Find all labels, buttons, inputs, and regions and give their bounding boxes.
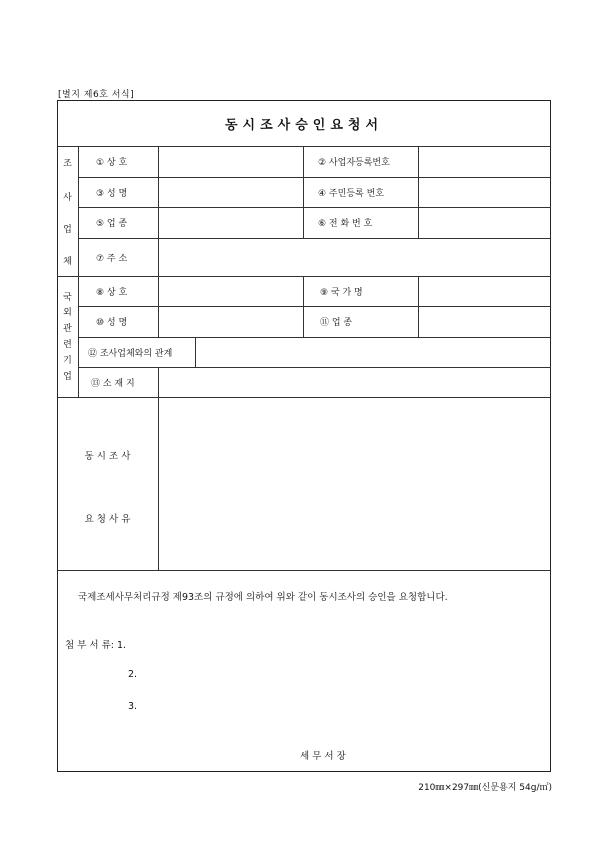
company-side-label-3: 업 bbox=[63, 225, 72, 235]
form-number: [별지 제6호 서식] bbox=[58, 90, 135, 100]
company-side-label-1: 조 bbox=[63, 159, 72, 169]
foreign-side-label-6: 업 bbox=[63, 372, 72, 382]
attachment-item-2: 2. bbox=[128, 669, 138, 680]
company-side-label-2: 사 bbox=[63, 193, 72, 203]
foreign-name-field[interactable] bbox=[159, 307, 302, 336]
attachments-label: 첨 부 서 류: 1. bbox=[65, 640, 127, 651]
relation-field[interactable] bbox=[196, 338, 550, 366]
foreign-trade-name-field[interactable] bbox=[159, 277, 302, 305]
resident-reg-no-field[interactable] bbox=[419, 178, 550, 206]
company-side-label-4: 체 bbox=[63, 257, 72, 267]
resident-reg-no-label: ④ 주민등록 번호 bbox=[318, 188, 384, 199]
foreign-side-label-5: 기 bbox=[63, 356, 72, 366]
trade-name-label: ① 상 호 bbox=[96, 158, 128, 168]
address-label: ⑦ 주 소 bbox=[96, 253, 128, 264]
foreign-business-type-label: ⑪ 업 종 bbox=[320, 318, 353, 328]
location-label: ⑬ 소 재 지 bbox=[91, 378, 135, 389]
reason-label-line1: 동 시 조 사 bbox=[84, 451, 131, 462]
address-field[interactable] bbox=[159, 239, 550, 275]
business-reg-no-label: ② 사업자등록번호 bbox=[318, 158, 390, 168]
name-field[interactable] bbox=[159, 178, 302, 206]
foreign-trade-name-label: ⑧ 상 호 bbox=[96, 287, 128, 298]
foreign-side-label-1: 국 bbox=[63, 293, 72, 303]
phone-label: ⑥ 전 화 번 호 bbox=[318, 219, 373, 229]
reason-field[interactable] bbox=[159, 398, 550, 569]
business-reg-no-field[interactable] bbox=[419, 147, 550, 176]
signature-tax-office: 세 무 서 장 bbox=[300, 751, 346, 762]
phone-field[interactable] bbox=[419, 208, 550, 237]
request-statement: 국제조세사무처리규정 제93조의 규정에 의하여 위와 같이 동시조사의 승인을 요청합니다. bbox=[78, 592, 448, 603]
business-type-field[interactable] bbox=[159, 208, 302, 237]
foreign-side-label-2: 외 bbox=[63, 308, 72, 318]
attachment-item-3: 3. bbox=[128, 701, 138, 712]
name-label: ③ 성 명 bbox=[96, 188, 128, 199]
paper-size-note: 210㎜×297㎜(신문용지 54g/㎡) bbox=[418, 783, 552, 793]
location-field[interactable] bbox=[159, 368, 550, 396]
relation-label: ⑫ 조사업체와의 관계 bbox=[88, 348, 173, 359]
trade-name-field[interactable] bbox=[159, 147, 302, 176]
foreign-name-label: ⑩ 성 명 bbox=[96, 318, 128, 328]
reason-label-line2: 요 청 사 유 bbox=[84, 514, 131, 525]
form-title: 동시조사승인요청서 bbox=[224, 117, 384, 133]
foreign-side-label-3: 관 bbox=[63, 324, 72, 334]
country-field[interactable] bbox=[419, 277, 550, 305]
foreign-business-type-field[interactable] bbox=[419, 307, 550, 336]
business-type-label: ⑤ 업 종 bbox=[96, 219, 128, 229]
country-label: ⑨ 국 가 명 bbox=[320, 287, 363, 298]
foreign-side-label-4: 련 bbox=[63, 340, 72, 350]
